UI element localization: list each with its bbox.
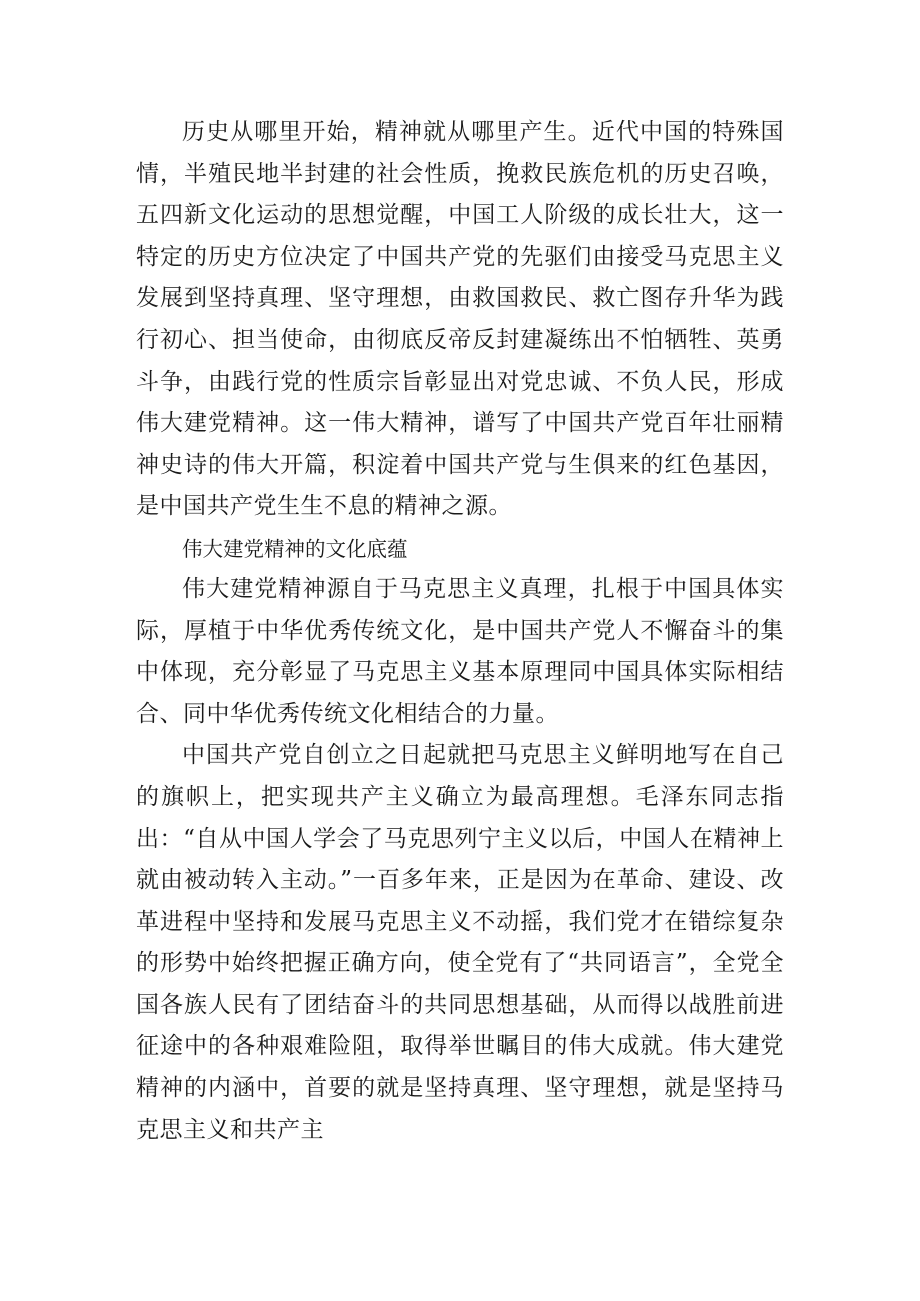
paragraph-marxism-roots: 伟大建党精神源自于马克思主义真理，扎根于中国具体实际，厚植于中华优秀传统文化，是中国共产党人不懈奋斗的集中体现，充分彰显了马克思主义基本原理同中国具体实际相结合、同中华优秀传统文化相结合的力量。 <box>136 575 784 727</box>
paragraph-history-origin: 历史从哪里开始，精神就从哪里产生。近代中国的特殊国情，半殖民地半封建的社会性质，挽救民族危机的历史召唤，五四新文化运动的思想觉醒，中国工人阶级的成长壮大，这一特定的历史方位决定了中国共产党的先驱们由接受马克思主义发展到坚持真理、坚守理想，由救国救民、救亡图存升华为践行初心、担当使命，由彻底反帝反封建凝练出不怕牺牲、英勇斗争，由践行党的性质宗旨彰显出对党忠诚、不负人民，形成伟大建党精神。这一伟大精神，谱写了中国共产党百年壮丽精神史诗的伟大开篇，积淀着中国共产党与生俱来的红色基因，是中国共产党生生不息的精神之源。 <box>136 119 784 520</box>
section-heading: 伟大建党精神的文化底蕴 <box>182 536 408 561</box>
document-page <box>136 112 784 1151</box>
paragraph-party-ideal: 中国共产党自创立之日起就把马克思主义鲜明地写在自己的旗帜上，把实现共产主义确立为最高理想。毛泽东同志指出：“自从中国人学会了马克思列宁主义以后，中国人在精神上就由被动转入主动。”一百多年来，正是因为在革命、建设、改革进程中坚持和发展马克思主义不动摇，我们党才在错综复杂的形势中始终把握正确方向，使全党有了“共同语言”，全党全国各族人民有了团结奋斗的共同思想基础，从而得以战胜前进征途中的各种艰难险阻，取得举世瞩目的伟大成就。伟大建党精神的内涵中，首要的就是坚持真理、坚守理想，就是坚持马克思主义和共产主 <box>136 742 784 1143</box>
